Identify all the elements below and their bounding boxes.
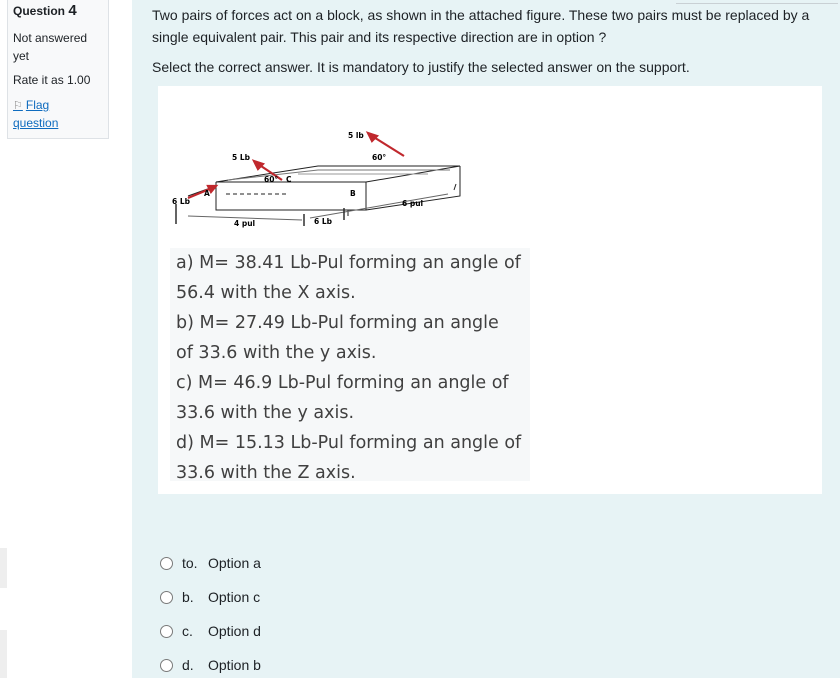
force-label-6lb-left: 6 Lb (172, 197, 190, 206)
radio-button[interactable] (160, 625, 173, 638)
option-row[interactable] (160, 546, 261, 580)
force-label-6lb-bottom: 6 Lb (314, 217, 332, 226)
question-number-value: 4 (68, 2, 77, 19)
choice-c-line-2: 33.6 with the y axis. (176, 403, 355, 423)
option-letter: b. (182, 589, 194, 605)
dimension-label-6pul: 6 pul (402, 199, 424, 208)
force-label-5lb-left: 5 Lb (232, 153, 250, 162)
angle-label-60-top: 60° (372, 153, 387, 162)
flag-label-2: question (13, 116, 59, 130)
answer-choices-panel (170, 248, 530, 481)
choice-d-line-1: d) M= 15.13 Lb-Pul forming an angle of (176, 433, 522, 453)
option-letter: to. (182, 555, 198, 571)
flag-question-link[interactable] (13, 97, 103, 132)
option-label[interactable]: Option c (208, 589, 261, 605)
option-label[interactable]: Option d (208, 623, 261, 639)
option-label[interactable]: Option b (208, 657, 261, 673)
radio-button[interactable] (160, 557, 173, 570)
choice-c-line-1: c) M= 46.9 Lb-Pul forming an angle of (176, 373, 509, 393)
point-label-b: B (350, 189, 356, 198)
question-grade: Rate it as 1.00 (13, 73, 91, 87)
angle-label-60-left: 60° (264, 175, 279, 184)
question-instruction: Select the correct answer. It is mandatory to justify the selected answer on the support. (152, 59, 690, 75)
option-label[interactable]: Option a (208, 555, 261, 571)
question-state (13, 29, 103, 65)
choice-a-line-2: 56.4 with the X axis. (176, 283, 356, 303)
option-letter: d. (182, 657, 194, 673)
option-letter: c. (182, 623, 193, 639)
state-line-2: yet (13, 49, 30, 63)
force-label-5lb-top: 5 lb (348, 131, 364, 140)
radio-button[interactable] (160, 659, 173, 672)
question-text (152, 4, 836, 78)
question-number (13, 2, 103, 19)
answer-options (160, 546, 261, 682)
question-paragraph: Two pairs of forces act on a block, as shown in the attached figure. These two pairs must be replaced by a single equivalent pair. This pair and its respective direction are in option ? (152, 7, 810, 45)
dimension-label-4pul: 4 pul (234, 219, 256, 228)
left-edge-stub (0, 630, 7, 678)
point-label-c: C (286, 175, 292, 184)
flag-icon: ⚐ (13, 100, 23, 112)
left-edge-stub (0, 548, 7, 588)
radio-button[interactable] (160, 591, 173, 604)
choice-d-line-2: 33.6 with the Z axis. (176, 463, 356, 483)
question-info-panel (7, 0, 109, 139)
option-row[interactable] (160, 648, 261, 682)
option-row[interactable] (160, 614, 261, 648)
choice-b-line-2: of 33.6 with the y axis. (176, 343, 377, 363)
choice-a-line-1: a) M= 38.41 Lb-Pul forming an angle of (176, 253, 521, 273)
choice-b-line-1: b) M= 27.49 Lb-Pul forming an angle (176, 313, 499, 333)
flag-label-1: Flag (25, 98, 50, 112)
question-label: Question (13, 4, 66, 18)
point-label-a: A (204, 189, 210, 198)
option-row[interactable] (160, 580, 261, 614)
state-line-1: Not answered (13, 31, 88, 45)
